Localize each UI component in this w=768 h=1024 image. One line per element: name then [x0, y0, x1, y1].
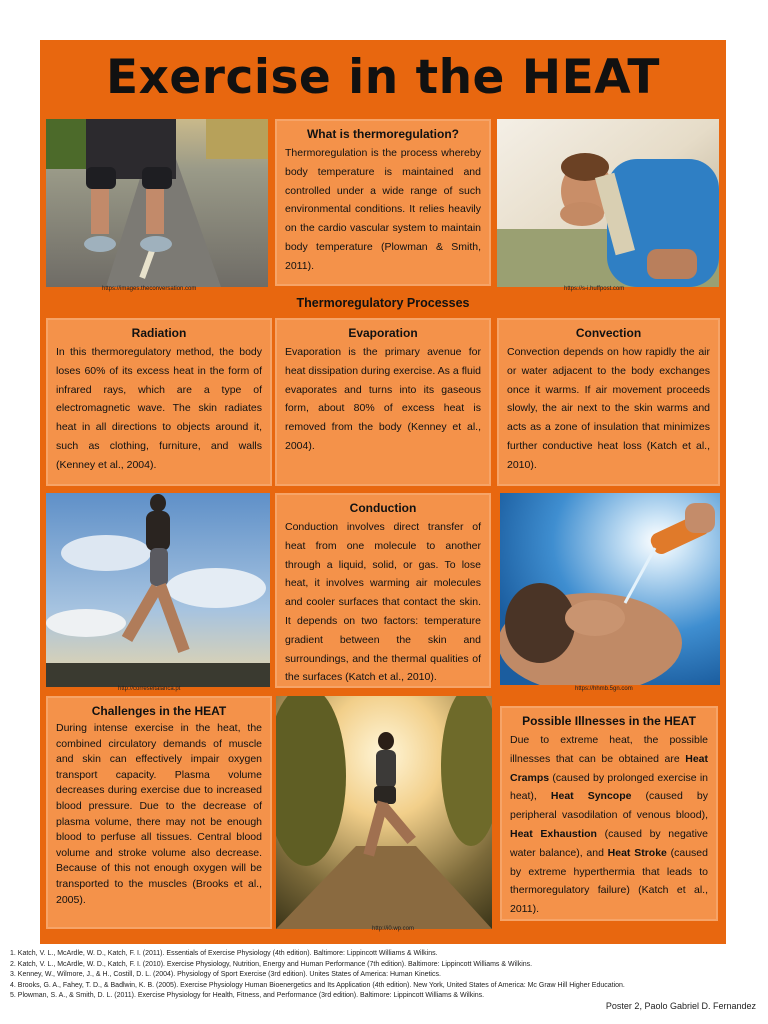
- reference-item: 3. Kenney, W., Wilmore, J., & H., Costill, D. L. (2004). Physiology of Sport Exercise (3rd edition). Unites States of America: Human Kinetics.: [10, 971, 441, 978]
- evaporation-text: Evaporation is the primary avenue for heat dissipation during exercise. As a fluid evaporates and turns into its gaseous form, about 80% of excess heat is removed from the body (Kenney et al., 2004).: [285, 346, 481, 452]
- reference-item: 4. Brooks, G. A., Fahey, T. D., & Badlwin, K. B. (2005). Exercise Physiology Human Bioenergetics and Its Application (4th edition). New York, United States of America: Mc Graw Hill Higher Education.: [10, 981, 625, 989]
- poster-title: Exercise in the HEAT: [106, 50, 660, 105]
- convection-text: Convection depends on how rapidly the air or water adjacent to the body exchanges once it warms. If air movement proceeds slowly, the air next to the skin warms and acts as a zone of insulation that minimizes further conductive heat loss (Katch et al., 2010).: [507, 346, 710, 471]
- radiation-box: [46, 318, 272, 486]
- conduction-heading: Conduction: [349, 501, 417, 515]
- illness-syncope-cause: (caused by peripheral vasodilation of venous blood),: [510, 790, 708, 822]
- convection-box: [497, 318, 720, 486]
- photo-credit: http://correseitalanca.pt: [118, 686, 181, 692]
- illness-heat-syncope: Heat Syncope: [550, 790, 632, 803]
- photo-trail-runner: [276, 696, 492, 929]
- illness-heat-exhaustion: Heat Exhaustion: [510, 827, 597, 840]
- thermoregulation-box: [275, 119, 491, 286]
- processes-heading: Thermoregulatory Processes: [296, 296, 470, 310]
- references: [10, 949, 750, 1002]
- evaporation-box: [275, 318, 491, 486]
- photo-credit: https://images.theconversation.com: [102, 286, 197, 292]
- thermoregulation-text: Thermoregulation is the process whereby body temperature is maintained and controlled under a wide range of such environmental conditions. It relies heavily on the cardio vascular system to maintain body temperature (Plowman & Smith, 2011).: [285, 147, 481, 272]
- illness-cramps-cause: (caused by prolonged exercise in heat),: [510, 771, 708, 803]
- illness-heat-stroke: Heat Stroke: [607, 846, 667, 859]
- illnesses-box: [500, 706, 718, 921]
- poster: [40, 40, 726, 944]
- challenges-box: [46, 696, 272, 929]
- illness-stroke-cause: (caused by extreme hyperthermia that leads to thermoregulatory failure) (Katch et al., 2011).: [510, 846, 708, 916]
- photo-credit: https://hhmb.5gn.com: [575, 686, 633, 692]
- radiation-text: In this thermoregulatory method, the body loses 60% of its excess heat in the form of infrared rays, which are a type of electromagnetic wave. The skin radiates heat in all directions to objects around it, such as clothing, furniture, and walls (Kenney et al., 2004).: [56, 346, 262, 471]
- illness-exhaustion-cause: (caused by negative water balance), and: [510, 827, 708, 859]
- conduction-box: [275, 493, 491, 688]
- photo-credit: https://s-i.huffpost.com: [564, 286, 625, 292]
- photo-tired-man: [497, 119, 719, 287]
- photo-man-drinking: [500, 493, 720, 685]
- thermoregulation-heading: What is thermoregulation?: [306, 127, 459, 141]
- convection-heading: Convection: [575, 326, 642, 340]
- author-credit: Poster 2, Paolo Gabriel D. Fernandez: [605, 1001, 756, 1011]
- illnesses-heading: Possible Illnesses in the HEAT: [522, 714, 696, 728]
- reference-item: 2. Katch, V. L., McArdle, W. D., Katch, F. I. (2010). Exercise Physiology, Nutrition, Energy and Human Performance (7th edition). Baltimore: Lippincott Williams & Wilkins.: [10, 960, 533, 968]
- photo-runner-legs: [46, 119, 268, 287]
- illnesses-text: [510, 731, 708, 919]
- reference-item: 1. Katch, V. L., McArdle, W. D., Katch, F. I. (2011). Essentials of Exercise Physiology (4th edition). Baltimore: Lippincott Williams & Wilkins.: [10, 950, 438, 957]
- illnesses-intro: Due to extreme heat, the possible illnesses that can be obtained are: [510, 734, 708, 765]
- challenges-heading: Challenges in the HEAT: [91, 704, 227, 718]
- evaporation-heading: Evaporation: [348, 326, 418, 340]
- reference-item: 5. Plowman, S. A., & Smith, D. L. (2011). Exercise Physiology for Health, Fitness, and Performance (3rd edition). Baltimore: Lippincott Williams & Wilkins.: [10, 992, 485, 999]
- radiation-heading: Radiation: [131, 326, 187, 340]
- challenges-text: During intense exercise in the heat, the combined circulatory demands of muscle and skin can effectively impair oxygen transport capacity. Plasma volume decreases during exercise due to increased blood pressure. Due to the decrease of plasma volume, there may not be enough blood to perfuse all tissues. Central blood volume and stroke volume also decrease. Because of this not enough oxygen will be transported to the muscles (Brooks et al., 2005).: [56, 722, 262, 906]
- photo-credit: http://i0.wp.com: [372, 926, 415, 932]
- photo-woman-running: [46, 493, 270, 687]
- illness-heat-cramps: Heat Cramps: [510, 752, 708, 784]
- conduction-text: Conduction involves direct transfer of heat from one molecule to another through a liquid, solid, or gas. To lose heat, it involves warming air molecules and cooler surfaces that contact the skin. It depends on two factors: temperature gradient between the skin and surroundings, and the thermal qualities of the surfaces (Katch et al., 2010).: [285, 521, 481, 684]
